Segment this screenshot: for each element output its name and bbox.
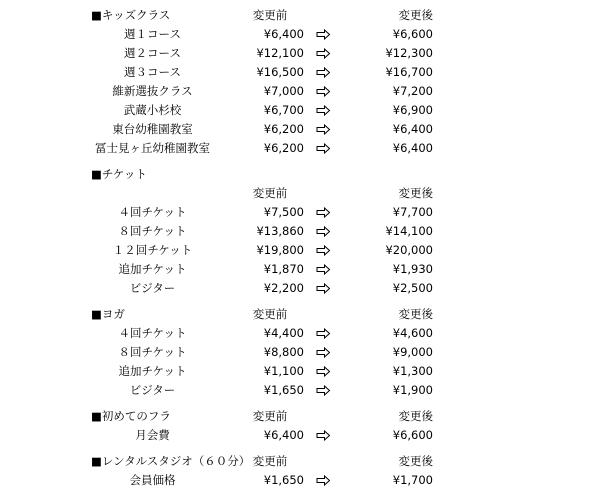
after-column-header: 変更後: [398, 307, 433, 321]
price-row: [0, 63, 600, 82]
item-label: 維新選抜クラス: [112, 84, 193, 98]
price-row: [0, 471, 600, 490]
right-arrow-icon: [316, 328, 331, 339]
price-before: ¥13,860: [256, 224, 304, 238]
item-label: ４回チケット: [118, 326, 187, 340]
item-label: １２回チケット: [112, 243, 193, 257]
price-before: ¥1,650: [263, 383, 304, 397]
right-arrow-icon: [316, 283, 331, 294]
right-arrow-icon: [316, 264, 331, 275]
item-label: 週２コース: [124, 46, 181, 60]
price-before: ¥7,500: [263, 205, 304, 219]
price-row: [0, 25, 600, 44]
right-arrow-icon: [316, 124, 331, 135]
column-header-row: [0, 184, 600, 203]
before-column-header: 変更前: [252, 409, 288, 423]
item-label: ビジター: [129, 281, 176, 295]
right-arrow-icon: [316, 48, 331, 59]
section-title: ■レンタルスタジオ（６０分）: [91, 454, 251, 468]
price-row: [0, 381, 600, 400]
price-after: ¥7,700: [392, 205, 433, 219]
price-after: ¥6,600: [392, 428, 433, 442]
item-label: ８回チケット: [118, 224, 187, 238]
price-row: [0, 139, 600, 158]
after-column-header: 変更後: [398, 409, 433, 423]
right-arrow-icon: [316, 385, 331, 396]
price-before: ¥12,100: [256, 46, 304, 60]
price-after: ¥1,930: [392, 262, 433, 276]
price-row: [0, 120, 600, 139]
price-after: ¥1,900: [392, 383, 433, 397]
price-after: ¥1,300: [392, 364, 433, 378]
right-arrow-icon: [316, 245, 331, 256]
price-after: ¥6,600: [392, 27, 433, 41]
section-header: [0, 407, 600, 426]
price-after: ¥9,000: [392, 345, 433, 359]
price-row: [0, 44, 600, 63]
price-before: ¥6,200: [263, 141, 304, 155]
price-before: ¥6,400: [263, 428, 304, 442]
section-title: ■ヨガ: [91, 307, 125, 321]
price-row: [0, 101, 600, 120]
price-row: [0, 362, 600, 381]
right-arrow-icon: [316, 105, 331, 116]
right-arrow-icon: [316, 226, 331, 237]
section-header: [0, 452, 600, 471]
price-after: ¥4,600: [392, 326, 433, 340]
price-before: ¥1,650: [263, 473, 304, 487]
section-title: ■初めてのフラ: [91, 409, 171, 423]
price-before: ¥1,100: [263, 364, 304, 378]
section-header: [0, 6, 600, 25]
right-arrow-icon: [316, 67, 331, 78]
section-header: [0, 305, 600, 324]
item-label: 追加チケット: [118, 364, 187, 378]
price-before: ¥4,400: [263, 326, 304, 340]
price-row: [0, 203, 600, 222]
section-title: ■チケット: [91, 167, 147, 181]
price-before: ¥6,700: [263, 103, 304, 117]
before-column-header: 変更前: [252, 454, 288, 468]
item-label: ビジター: [129, 383, 176, 397]
item-label: 武蔵小杉校: [123, 103, 182, 117]
section-title: ■キッズクラス: [91, 8, 171, 22]
price-before: ¥1,870: [263, 262, 304, 276]
price-row: [0, 241, 600, 260]
item-label: 会員価格: [129, 473, 176, 487]
price-after: ¥6,900: [392, 103, 433, 117]
right-arrow-icon: [316, 143, 331, 154]
section-header: [0, 165, 600, 184]
price-after: ¥12,300: [385, 46, 433, 60]
before-column-header: 変更前: [252, 8, 288, 22]
price-before: ¥19,800: [256, 243, 304, 257]
price-after: ¥2,500: [392, 281, 433, 295]
right-arrow-icon: [316, 207, 331, 218]
right-arrow-icon: [316, 347, 331, 358]
price-row: [0, 82, 600, 101]
price-after: ¥14,100: [385, 224, 433, 238]
item-label: ４回チケット: [118, 205, 187, 219]
after-column-header: 変更後: [398, 186, 433, 200]
item-label: ８回チケット: [118, 345, 187, 359]
right-arrow-icon: [316, 29, 331, 40]
right-arrow-icon: [316, 475, 331, 486]
before-column-header: 変更前: [252, 186, 288, 200]
price-before: ¥6,400: [263, 27, 304, 41]
price-row: [0, 279, 600, 298]
item-label: 冨士見ヶ丘幼稚園教室: [95, 141, 210, 155]
after-column-header: 変更後: [398, 454, 433, 468]
price-after: ¥6,400: [392, 122, 433, 136]
price-row: [0, 222, 600, 241]
price-after: ¥7,200: [392, 84, 433, 98]
item-label: 追加チケット: [118, 262, 187, 276]
price-before: ¥7,000: [263, 84, 304, 98]
price-row: [0, 324, 600, 343]
after-column-header: 変更後: [398, 8, 433, 22]
right-arrow-icon: [316, 366, 331, 377]
price-after: ¥1,700: [392, 473, 433, 487]
item-label: 月会費: [135, 428, 170, 442]
price-before: ¥8,800: [263, 345, 304, 359]
item-label: 週１コース: [124, 27, 181, 41]
price-row: [0, 260, 600, 279]
price-row: [0, 426, 600, 445]
before-column-header: 変更前: [252, 307, 288, 321]
right-arrow-icon: [316, 430, 331, 441]
price-after: ¥20,000: [385, 243, 433, 257]
price-after: ¥6,400: [392, 141, 433, 155]
price-row: [0, 343, 600, 362]
item-label: 東台幼稚園教室: [112, 122, 193, 136]
price-before: ¥6,200: [263, 122, 304, 136]
price-before: ¥2,200: [263, 281, 304, 295]
price-before: ¥16,500: [256, 65, 304, 79]
right-arrow-icon: [316, 86, 331, 97]
price-after: ¥16,700: [385, 65, 433, 79]
item-label: 週３コース: [124, 65, 181, 79]
